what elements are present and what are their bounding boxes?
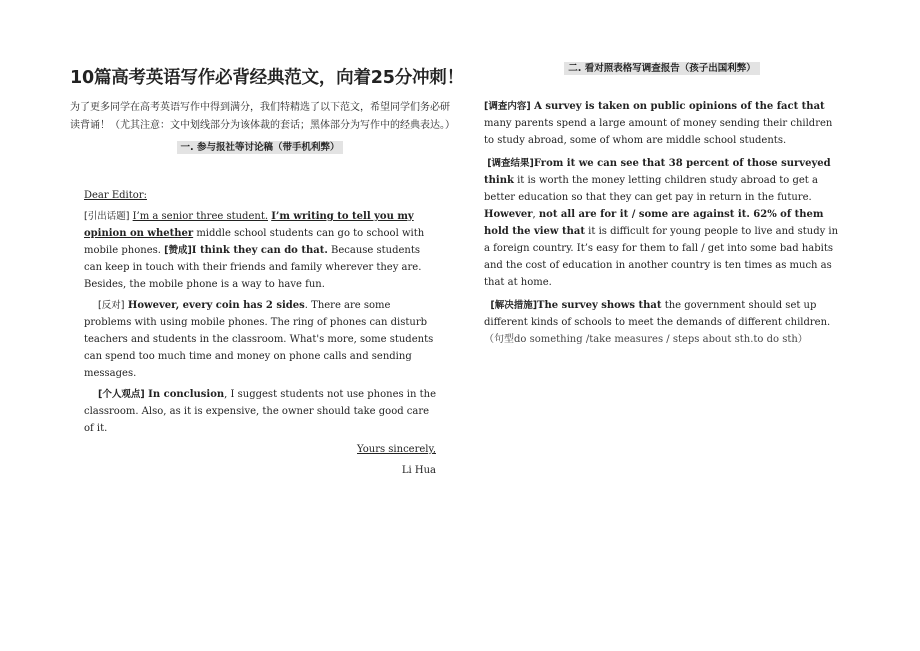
plain-text: ,	[532, 209, 539, 220]
bold-phrase: I’m writing to tell you my opinion on whether	[84, 211, 414, 239]
plain-text: it is difficult for young people to live and study in a foreign country. It’s easy for them to fall / get into some bad habits and the cost of education in another country is ten times as much as that at home.	[484, 226, 839, 288]
tag-survey-content: [调查内容]	[484, 101, 531, 112]
bold-phrase: In conclusion	[144, 389, 225, 400]
report	[484, 98, 840, 348]
bold-phrase: A survey is taken on public opinions of the fact that	[530, 101, 825, 112]
letter-paragraph-2	[84, 297, 436, 382]
plain-text: . There are some problems with using mobile phones. The ring of phones can disturb teachers and students in the classroom. What's more, some students can spend too much time and money on phone calls and sending messages.	[84, 300, 434, 379]
section-heading-2	[484, 60, 840, 74]
bold-phrase: However, every coin has 2 sides	[124, 300, 305, 311]
tag-survey-result: [调查结果]	[487, 158, 534, 169]
intro-text: 为了更多同学在高考英语写作中得到满分，我们特精选了以下范文，希望同学们务必研读背诵！（尤其注意：文中划线部分为该体裁的套话；黑体部分为写作中的经典表达。）	[70, 102, 455, 131]
pattern-note: （句型do something /take measures / steps about sth.to do sth）	[484, 334, 808, 345]
bold-phrase: not all are for it / some are against it. 62% of them hold the view that	[484, 209, 824, 237]
plain-text: middle school students can go to school with mobile phones.	[84, 228, 425, 256]
tag-topic: [引出话题]	[84, 211, 130, 222]
plain-text: many parents spend a large amount of money sending their children to study abroad, some of whom are middle school students.	[484, 118, 833, 146]
right-column	[484, 60, 840, 354]
report-paragraph-1	[484, 98, 840, 149]
report-paragraph-3	[484, 297, 840, 348]
page-title: 10篇高考英语写作必背经典范文，向着25分冲刺！	[70, 68, 464, 88]
report-paragraph-2	[484, 155, 840, 291]
plain-text: , I suggest students not use phones in the classroom. Also, as it is expensive, the owner should take good care of it.	[84, 389, 436, 434]
tag-support: [赞成]	[164, 245, 192, 256]
salutation: Dear Editor:	[84, 190, 147, 201]
section-heading-2-label: 二. 看对照表格写调查报告（孩子出国利弊）	[564, 62, 759, 75]
letter-paragraph-3	[84, 386, 436, 437]
section-heading-1-label: 一. 参与报社等讨论稿（带手机利弊）	[177, 141, 344, 154]
plain-text: it is worth the money letting children study abroad to get a better education so that they can get pay in return in the future.	[484, 175, 818, 203]
tag-opinion: [个人观点]	[98, 389, 145, 400]
left-column	[70, 64, 464, 479]
bold-phrase: The survey shows that	[537, 300, 662, 311]
closing: Yours sincerely,	[357, 444, 436, 455]
signature: Li Hua	[401, 465, 436, 476]
plain-text: Because students can keep in touch with their friends and family wherever they are. Besides, the mobile phone is a way to have fun.	[84, 245, 422, 290]
letter-paragraph-1	[84, 208, 436, 293]
tag-oppose: [反对]	[98, 300, 125, 311]
underlined-phrase: I’m a senior three student.	[132, 211, 269, 222]
bold-phrase: From it we can see that 38 percent of those surveyed think	[484, 158, 831, 186]
bold-phrase: However	[484, 209, 533, 220]
plain-text: the government should set up different kinds of schools to meet the demands of different children.	[484, 300, 831, 328]
tag-solution: [解决措施]	[490, 300, 538, 311]
bold-phrase: I think they can do that.	[191, 245, 328, 256]
section-heading-1	[70, 139, 450, 153]
letter	[84, 187, 436, 479]
